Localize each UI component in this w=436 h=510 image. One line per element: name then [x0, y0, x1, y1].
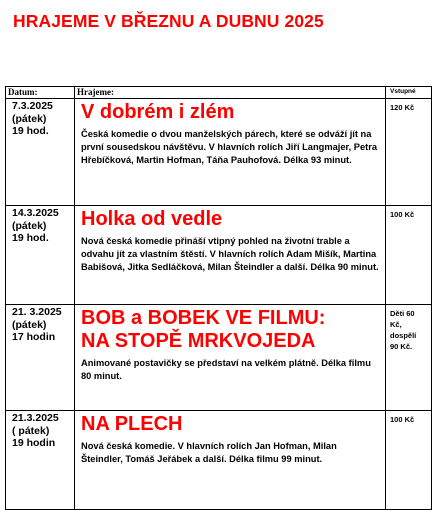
- screening-date: 14.3.2025: [12, 207, 59, 219]
- screening-time: 17 hodin: [12, 331, 56, 343]
- date-cell: [6, 99, 75, 206]
- price-text: 120 Kč: [390, 103, 415, 112]
- film-title-line: Holka od vedle: [81, 208, 223, 230]
- date-cell: [6, 305, 75, 411]
- page-title: HRAJEME V BŘEZNU A DUBNU 2025: [13, 11, 324, 31]
- film-title: [81, 208, 385, 231]
- film-title-line: V dobrém i zlém: [81, 101, 235, 123]
- screening-day: (pátek): [12, 112, 47, 125]
- header-date: Datum:: [6, 87, 75, 99]
- film-title-line: NA STOPĚ MRKVOJEDA: [81, 330, 316, 352]
- film-description: Animované postavičky se představí na velkém plátně. Délka filmu 80 minut.: [81, 358, 371, 381]
- date-cell: [6, 206, 75, 305]
- film-cell: [75, 99, 386, 206]
- table-row: [6, 206, 432, 305]
- header-price: Vstupné: [386, 87, 432, 99]
- screening-date: 21. 3.2025: [12, 306, 62, 318]
- table-row: [6, 411, 432, 510]
- price-text: 100 Kč: [390, 210, 415, 219]
- price-cell: [386, 411, 432, 510]
- film-description: Nová česká komedie přináší vtipný pohled na životní trable a odvahu jít za vlastním štěstí. V hlavních rolích Adam Mišík, Martina Babišová, Jitka Sedláčková, Milan Šteindler a další. Délka 90 minut.: [81, 236, 379, 272]
- film-title: [81, 101, 385, 124]
- table-row: [6, 305, 432, 411]
- header-program: Hrajeme:: [75, 87, 386, 99]
- screening-date: 7.3.2025: [12, 100, 53, 112]
- date-cell: [6, 411, 75, 510]
- screening-time: 19 hod.: [12, 125, 49, 137]
- program-table: [5, 86, 432, 510]
- table-row: [6, 99, 432, 206]
- price-text: 100 Kč: [390, 415, 415, 424]
- screening-day: (pátek): [12, 318, 47, 331]
- film-description: Česká komedie o dvou manželských párech, které se odváží jít na první sousedskou návštěvu. V hlavních rolích Jiří Langmajer, Petra Hřebíčková, Martin Hofman, Táňa Pauhofová. Délka 93 minut.: [81, 129, 378, 165]
- price-text: Děti 60: [390, 309, 415, 318]
- screening-day: ( pátek): [12, 424, 50, 437]
- screening-day: (pátek): [12, 219, 47, 232]
- film-title: [81, 413, 385, 436]
- price-cell: [386, 305, 432, 411]
- screening-time: 19 hodin: [12, 437, 56, 449]
- film-title: [81, 307, 385, 353]
- film-cell: [75, 411, 386, 510]
- price-text: 90 Kč.: [390, 342, 413, 351]
- screening-time: 19 hod.: [12, 232, 49, 244]
- film-cell: [75, 206, 386, 305]
- table-header-row: [6, 87, 432, 99]
- price-text: Kč,: [390, 320, 402, 329]
- screening-date: 21.3.2025: [12, 412, 59, 424]
- price-cell: [386, 99, 432, 206]
- film-title-line: BOB a BOBEK VE FILMU:: [81, 307, 326, 329]
- film-title-line: NA PLECH: [81, 413, 183, 435]
- film-cell: [75, 305, 386, 411]
- price-text: dospělí: [390, 331, 417, 340]
- film-description: Nová česká komedie. V hlavních rolích Jan Hofman, Milan Šteindler, Tomáš Jeřábek a další. Délka filmu 99 minut.: [81, 441, 337, 464]
- price-cell: [386, 206, 432, 305]
